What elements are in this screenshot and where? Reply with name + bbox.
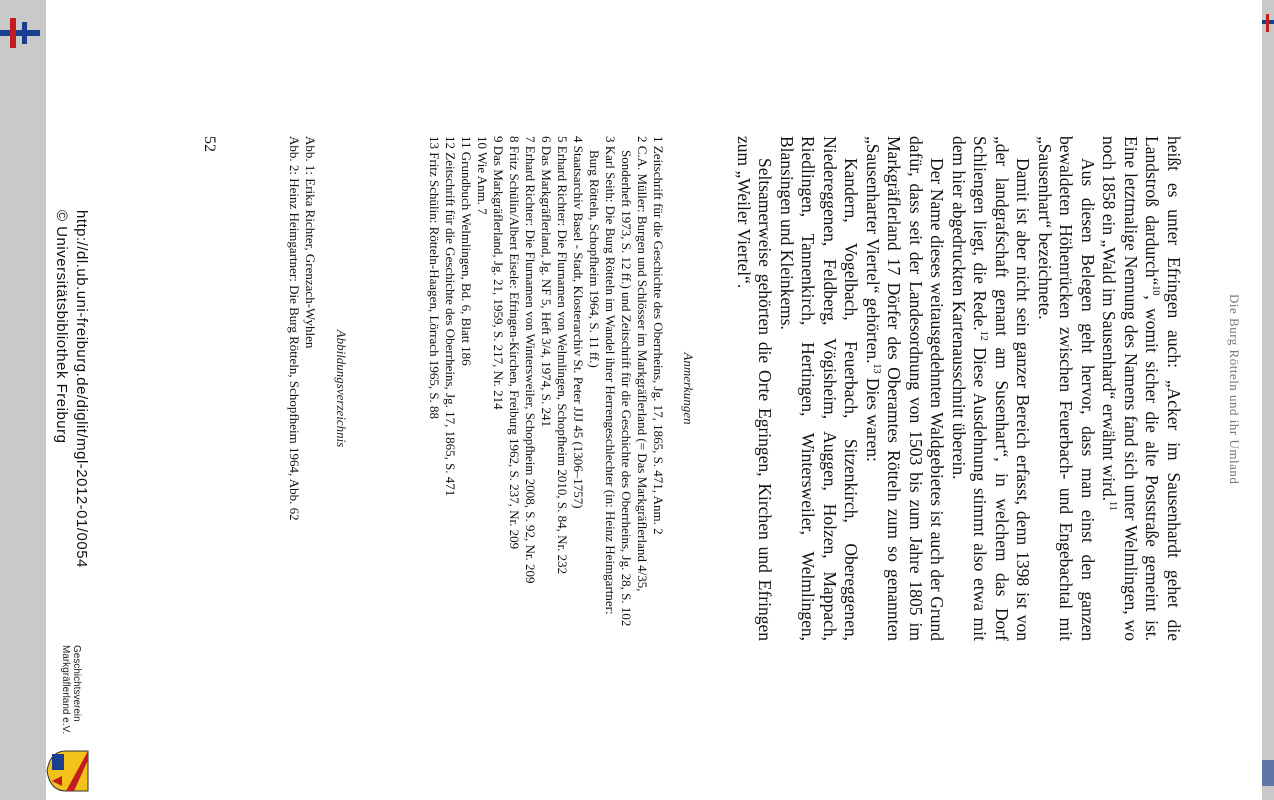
footnote-ref: 13 [870, 363, 882, 374]
footnote-ref: 12 [978, 330, 990, 341]
society-line-1: Geschichtsverein [71, 645, 82, 722]
note-item: 11 Grundbuch Welmlingen, Bd. 6, Blatt 186 [459, 136, 474, 366]
left-gutter [0, 0, 46, 800]
right-edge-marks [1262, 0, 1274, 800]
footer-url-link[interactable]: http://dl.ub.uni-freiburg.de/diglit/mgl-2012-01/0054 [73, 210, 90, 568]
note-item: 3 Karl Seith: Die Burg Rötteln im Wandel ihrer Herrengeschlechter (in: Heinz Heimgartner: Burg Rötteln, Schopfheim 1964, S. 11 ff.) [587, 136, 618, 615]
body-paragraph: Damit ist aber nicht sein ganzer Bereich erfasst, denn 1398 ist von „der landgrafschaft genant am Susenhart“, in welchem das Dorf Schliengen liegt, die Rede.$^{12}$ Diese Ausdehnung stimmt also etwa mit dem hier abgedruckten Kartenausschnitt überein. [949, 136, 1034, 642]
notes-heading: Anmerkungen [681, 352, 696, 425]
body-text [733, 136, 1185, 641]
coat-of-arms-icon [46, 748, 90, 794]
footer-copyright: © Universitätsbibliothek Freiburg [53, 210, 70, 444]
ub-freiburg-logo [0, 18, 40, 48]
body-paragraph: Der Name dieses weitausgedehnten Waldgebietes ist auch der Grund dafür, dass seit der Landesordnung von 1503 bis zum Jahre 1805 im Markgräflerland 17 Dörfer des Oberamtes Rötteln zum so genannten „Sausenharter Viertel“ gehörten.$^{13}$ Dies waren: [863, 136, 948, 641]
notes-list [426, 136, 666, 641]
note-item: 4 Staatsarchiv Basel - Stadt, Klosterarchiv St. Peter JJJ 45 (1306–1757) [571, 136, 586, 509]
note-item: 6 Das Markgräflerland, Jg. NF 5, Heft 3/4, 1974, S. 241 [539, 136, 554, 428]
figures-heading: Abbildungsverzeichnis [334, 329, 349, 448]
note-item: 10 Wie Anm. 7 [475, 136, 490, 215]
footer-society [60, 645, 82, 745]
running-header [1210, 0, 1262, 800]
note-item: 2 C.A. Müller: Burgen und Schlösser im Markgräflerland (= Das Markgräflerland 4/35, Sonderheft 1973, S. 12 ff.) und Zeitschrift für die Geschichte des Oberrheins, Jg. 28, S. 102 [619, 136, 650, 627]
figure-credit: Abb. 1: Erika Richter, Grenzach-Wyhlen [303, 136, 318, 349]
footnote-ref: 10 [1150, 285, 1162, 296]
note-item: 8 Fritz Schülin/Albert Eisele: Efringen-Kirchen, Freiburg 1962, S. 237, Nr. 209 [507, 136, 522, 550]
body-paragraph: Kandern, Vogelbach, Feuerbach, Sitzenkirch, Obereggenen, Niedereggenen, Feldberg, Vögisheim, Auggen, Holzen, Mappach, Riedlingen, Tannenkirch, Hertingen, Wintersweiler, Welmlingen, Blansingen und Kleinkems. [777, 136, 862, 641]
running-title: Die Burg Rötteln und ihr Umland [1227, 294, 1242, 485]
body-paragraph: Seltsamerweise gehörten die Orte Egringen, Kirchen und Efringen zum „Weiler Viertel“. [734, 136, 776, 641]
document-page [46, 0, 1262, 800]
rotated-page-content [46, 0, 1262, 800]
note-item: 5 Erhard Richter: Die Flurnamen von Welmlingen, Schopfheim 2010, S. 84, Nr. 232 [555, 136, 570, 575]
note-item: 13 Fritz Schülin: Rötteln-Haagen, Lörrach 1965, S. 88 [427, 136, 442, 420]
note-item: 9 Das Markgräflerland, Jg. 21, 1959, S. 217, Nr. 214 [491, 136, 506, 410]
body-paragraph: Aus diesen Belegen geht hervor, dass man einst den ganzen bewaldeten Höhenrücken zwischen Feuerbach- und Engebachtal mit „Sausenhart“ bezeichnete. [1035, 136, 1098, 641]
page-number: 52 [201, 136, 218, 152]
note-item: 12 Zeitschrift für die Geschichte des Oberrheins, Jg. 17, 1865, S. 471 [443, 136, 458, 497]
figures-list [286, 136, 318, 641]
note-item: 1 Zeitschrift für die Geschichte des Oberrheins, Jg. 17, 1865, S. 471, Anm. 2 [651, 136, 666, 535]
society-line-2: Markgräflerland e.V. [60, 645, 71, 735]
body-paragraph: heißt es unter Efringen auch: „Acker im Sausenhardt gehet die Landstroß dardurch“$^{10}$, womit sicher die alte Poststraße gemeint ist. Eine letztmalige Nennung des Namens fand sich unter Welmlingen, wo noch 1858 ein „Wald im Sausenhard“ erwähnt wird.$^{11}$ [1099, 136, 1184, 641]
footnote-ref: 11 [1107, 501, 1119, 511]
figure-credit: Abb. 2: Heinz Heimgartner: Die Burg Rötteln, Schopfheim 1964, Abb. 62 [287, 136, 302, 521]
note-item: 7 Erhard Richter: Die Flurnamen von Wintersweiler, Schopfheim 2008, S. 92, Nr. 209 [523, 136, 538, 584]
